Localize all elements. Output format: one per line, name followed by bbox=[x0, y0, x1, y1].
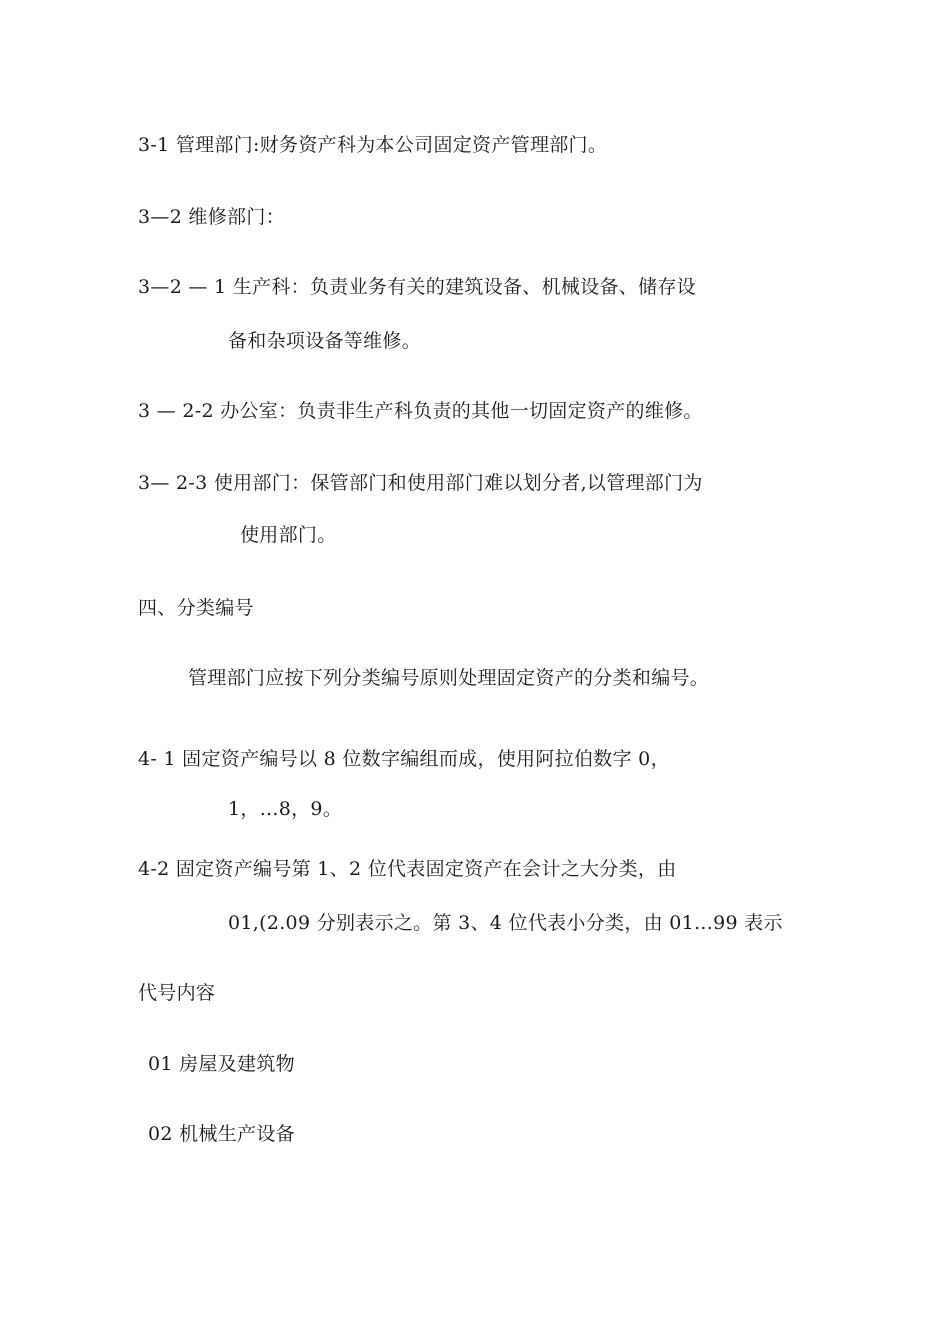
section-4-intro: 管理部门应按下列分类编号原则处理固定资产的分类和编号。 bbox=[188, 667, 710, 689]
clause-4-1-continuation: 1，...8，9。 bbox=[228, 798, 343, 820]
code-item-02: 02 机械生产设备 bbox=[148, 1123, 295, 1145]
code-table-header: 代号内容 bbox=[138, 982, 216, 1004]
code-item-01: 01 房屋及建筑物 bbox=[148, 1053, 295, 1075]
clause-3-2-3-user-dept: 3— 2-3 使用部门：保管部门和使用部门难以划分者,以管理部门为 bbox=[138, 472, 703, 494]
clause-3-1-management-dept: 3-1 管理部门:财务资产科为本公司固定资产管理部门。 bbox=[138, 134, 608, 156]
section-4-heading: 四、分类编号 bbox=[138, 597, 254, 619]
clause-3-2-2-office: 3 — 2-2 办公室：负责非生产科负责的其他一切固定资产的维修。 bbox=[138, 400, 703, 422]
clause-4-2-classification: 4-2 固定资产编号第 1、2 位代表固定资产在会计之大分类，由 bbox=[138, 858, 677, 880]
clause-3-2-1-continuation: 备和杂项设备等维修。 bbox=[228, 330, 422, 352]
clause-4-1-asset-number: 4- 1 固定资产编号以 8 位数字编组而成，使用阿拉伯数字 0， bbox=[138, 748, 670, 770]
clause-3-2-1-production-section: 3—2 — 1 生产科：负责业务有关的建筑设备、机械设备、储存设 bbox=[138, 276, 696, 298]
clause-3-2-3-continuation: 使用部门。 bbox=[240, 524, 337, 546]
clause-3-2-maintenance-dept: 3—2 维修部门： bbox=[138, 206, 285, 228]
clause-4-2-continuation: 01,(2.09 分别表示之。第 3、4 位代表小分类，由 01...99 表示 bbox=[228, 912, 783, 934]
